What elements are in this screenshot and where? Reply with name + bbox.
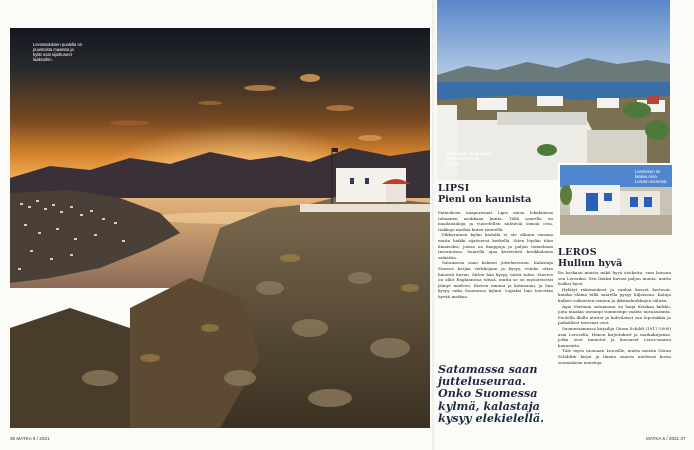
page-number-left: 36 MATKA 6 / 2021: [10, 436, 50, 441]
paragraph: Satamassa saan kolmen jutteluseuran. Kalastaja Stavros korjaa verkkojaan ja kysyy, voinko ottaa hänestä kuvan. Sitten hän kysyy, mistä tulen. Stavros on ollut Englannissa töissä, mutta se on myönteisesti jäänyt mieleen. Kerron nimeni ja kotimaani, ja hän kysyy onko Suomessa kylmä. Lopuksi hän toivottaa hyvää matkaa.: [438, 260, 553, 299]
pull-quote: Satamassa saan jutteluseuraa. Onko Suomessa kylmä, kalastaja kysyy elekielellä.: [438, 362, 545, 425]
paragraph: Suomentamassa kirjailija Göran Schildt (1917-2009) asui Lerosella. Hänen kirjoitukset ja matkakirjansa, jotka ovat tunnetut ja kuvaavat Leros-saaren kauneutta.: [558, 325, 671, 348]
leros-subheading: Hullun hyvä: [558, 258, 623, 269]
main-photo-caption: Levossaloksen puolella on puustoista maastoa ja kylät ovat sijoittuneet laaksoihin.: [33, 42, 83, 62]
paragraph: Agia Marinan satamassa on laaja Kreikan kirkko, joita maalaa useampi tummempi vaalea taivaanranta. Puolella illalla ateriat ja kahvilaiset saa lepotakkia ja paikalliset tavernat ovat.: [558, 303, 671, 326]
paragraph: En koskaan muista mikä hyvä otsikoitu, vain lausuin sen Lerosiksi. Sen lisäksi kuvasi paljon muuta, mutta lisäksi hyvä.: [558, 270, 671, 287]
sunset-harbor-photo: [10, 28, 430, 428]
paragraph: Tule myös tuomaan Lerosille, mutta muista Göran Schildtin kirjat ja tämän saaren mielessä kovin suomalaisia muistoja.: [558, 348, 671, 365]
page-gutter: [432, 0, 436, 450]
page-number-right: MATKA 6 / 2021 37: [646, 436, 686, 441]
house-photo-caption: Lerokseen on laakea Aina Lerosin merensä.: [635, 169, 668, 184]
lipsi-body-column: [438, 210, 553, 300]
leros-heading: LEROS: [558, 247, 597, 258]
paragraph: Hylätyt rakennukset ja vanhat kasvot kertovat, kuinka elämä tällä saarella pysyy hiljaisena. Katuja kulkee valkoisten seinien ja ikkunaluukkujen välissä.: [558, 286, 671, 303]
paragraph: Patmoksen naapurisaari Lipsi ainoa lokakuussa tuhannen asukkaan kunta. Tällä saarella on maalaistaloja ja vuorotellen nähtäviä sinisiä ovia, tiukkoja mutkia kuten rinteellä.: [438, 210, 553, 232]
leros-body-column: [558, 270, 671, 365]
lipsi-heading: LIPSI: [438, 183, 470, 194]
lipsi-subheading: Pieni on kaunista: [438, 194, 532, 205]
paragraph: Pikkuruinen kylän kadulla ei ole alkuun varmaa mutta kaikki sijaitsevat keskellä. Siten löydän tilan ilmaiseksi, joissa on kauppoja ja paljon tunnelmaa tavernoissa. Saarella ajaa kestävästi kreikkalaisia salaattia.: [438, 232, 553, 260]
harbor-photo-caption: Parkkilaiset Skala lautan lähdön puolella ja kaikkiin.: [446, 151, 492, 166]
